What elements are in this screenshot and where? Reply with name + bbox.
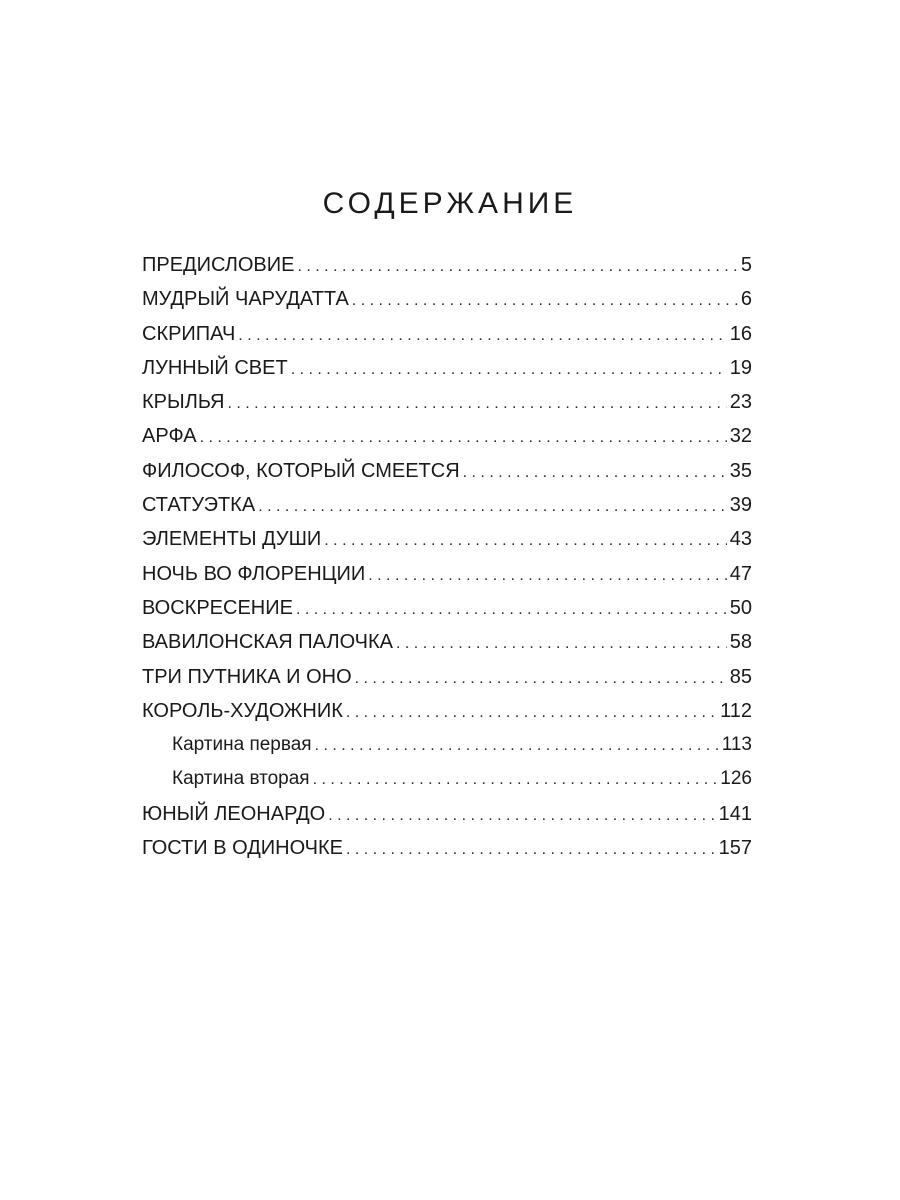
dot-leader <box>315 729 719 763</box>
toc-entry <box>142 625 752 659</box>
dot-leader <box>328 799 715 833</box>
toc-entry-page: 35 <box>729 459 752 482</box>
dot-leader <box>355 662 727 696</box>
toc-entry <box>142 419 752 453</box>
toc-entry <box>142 660 752 694</box>
toc-entry-title: ТРИ ПУТНИКА И ОНО <box>142 665 352 688</box>
toc-entry-page: 58 <box>729 631 752 654</box>
toc-entry <box>142 831 752 865</box>
toc-entry-title: ВАВИЛОНСКАЯ ПАЛОЧКА <box>142 631 394 654</box>
toc-entry <box>142 488 752 522</box>
dot-leader <box>352 284 738 318</box>
toc-entry-page: 85 <box>729 665 752 688</box>
toc-entry-title: НОЧЬ ВО ФЛОРЕНЦИИ <box>142 562 366 585</box>
toc-entry-page: 23 <box>729 391 752 414</box>
page-title: СОДЕРЖАНИЕ <box>322 187 578 220</box>
toc-subentry-page: 126 <box>720 768 752 790</box>
toc-subentry <box>142 762 752 796</box>
toc-entry-title: МУДРЫЙ ЧАРУДАТТА <box>142 288 349 311</box>
dot-leader <box>324 524 726 558</box>
toc-entry-page: 39 <box>729 494 752 517</box>
toc-entry-title: ЛУННЫЙ СВЕТ <box>142 356 288 379</box>
toc-entry-title: ЭЛЕМЕНТЫ ДУШИ <box>142 528 322 551</box>
toc-entry-page: 112 <box>720 699 752 722</box>
toc-entry-page: 50 <box>729 596 752 619</box>
toc-entry <box>142 591 752 625</box>
toc-entry <box>142 454 752 488</box>
toc-entry-page: 6 <box>740 288 752 311</box>
toc-entry-page: 32 <box>729 425 752 448</box>
dot-leader <box>463 456 727 490</box>
dot-leader <box>238 319 726 353</box>
dot-leader <box>396 627 727 661</box>
dot-leader <box>298 250 738 284</box>
table-of-contents <box>142 248 752 865</box>
toc-entry-title: АРФА <box>142 425 197 448</box>
toc-entry-page: 5 <box>740 254 752 276</box>
toc-entry <box>142 694 752 728</box>
toc-subentry-title: Картина первая <box>172 734 312 756</box>
toc-entry-page: 141 <box>718 802 752 825</box>
toc-entry <box>142 351 752 385</box>
dot-leader <box>368 559 726 593</box>
toc-subentry <box>142 728 752 762</box>
toc-entry-title: ФИЛОСОФ, КОТОРЫЙ СМЕЕТСЯ <box>142 459 460 482</box>
toc-entry-title: КРЫЛЬЯ <box>142 391 225 414</box>
toc-entry <box>142 797 752 831</box>
dot-leader <box>291 353 727 387</box>
dot-leader <box>296 593 727 627</box>
dot-leader <box>346 833 716 867</box>
toc-entry <box>142 282 752 316</box>
toc-entry-title: СКРИПАЧ <box>142 322 236 345</box>
toc-entry <box>142 317 752 351</box>
toc-entry-page: 43 <box>729 528 752 551</box>
toc-entry <box>142 557 752 591</box>
toc-entry-title: ВОСКРЕСЕНИЕ <box>142 596 293 619</box>
dot-leader <box>313 763 718 797</box>
toc-entry-page: 19 <box>729 356 752 379</box>
toc-entry-title: ПРЕДИСЛОВИЕ <box>142 254 295 276</box>
toc-entry-title: КОРОЛЬ-ХУДОЖНИК <box>142 699 343 722</box>
dot-leader <box>200 421 727 455</box>
toc-entry-title: ГОСТИ В ОДИНОЧКЕ <box>142 837 344 860</box>
toc-entry <box>142 248 752 282</box>
toc-subentry-page: 113 <box>721 734 752 756</box>
toc-entry-title: СТАТУЭТКА <box>142 494 256 517</box>
toc-entry-page: 157 <box>718 837 752 860</box>
dot-leader <box>228 387 727 421</box>
dot-leader <box>346 696 717 730</box>
toc-entry <box>142 385 752 419</box>
dot-leader <box>258 490 727 524</box>
toc-subentry-title: Картина вторая <box>172 768 310 790</box>
toc-entry-page: 47 <box>729 562 752 585</box>
toc-entry-title: ЮНЫЙ ЛЕОНАРДО <box>142 802 326 825</box>
toc-entry <box>142 522 752 556</box>
toc-entry-page: 16 <box>729 322 752 345</box>
